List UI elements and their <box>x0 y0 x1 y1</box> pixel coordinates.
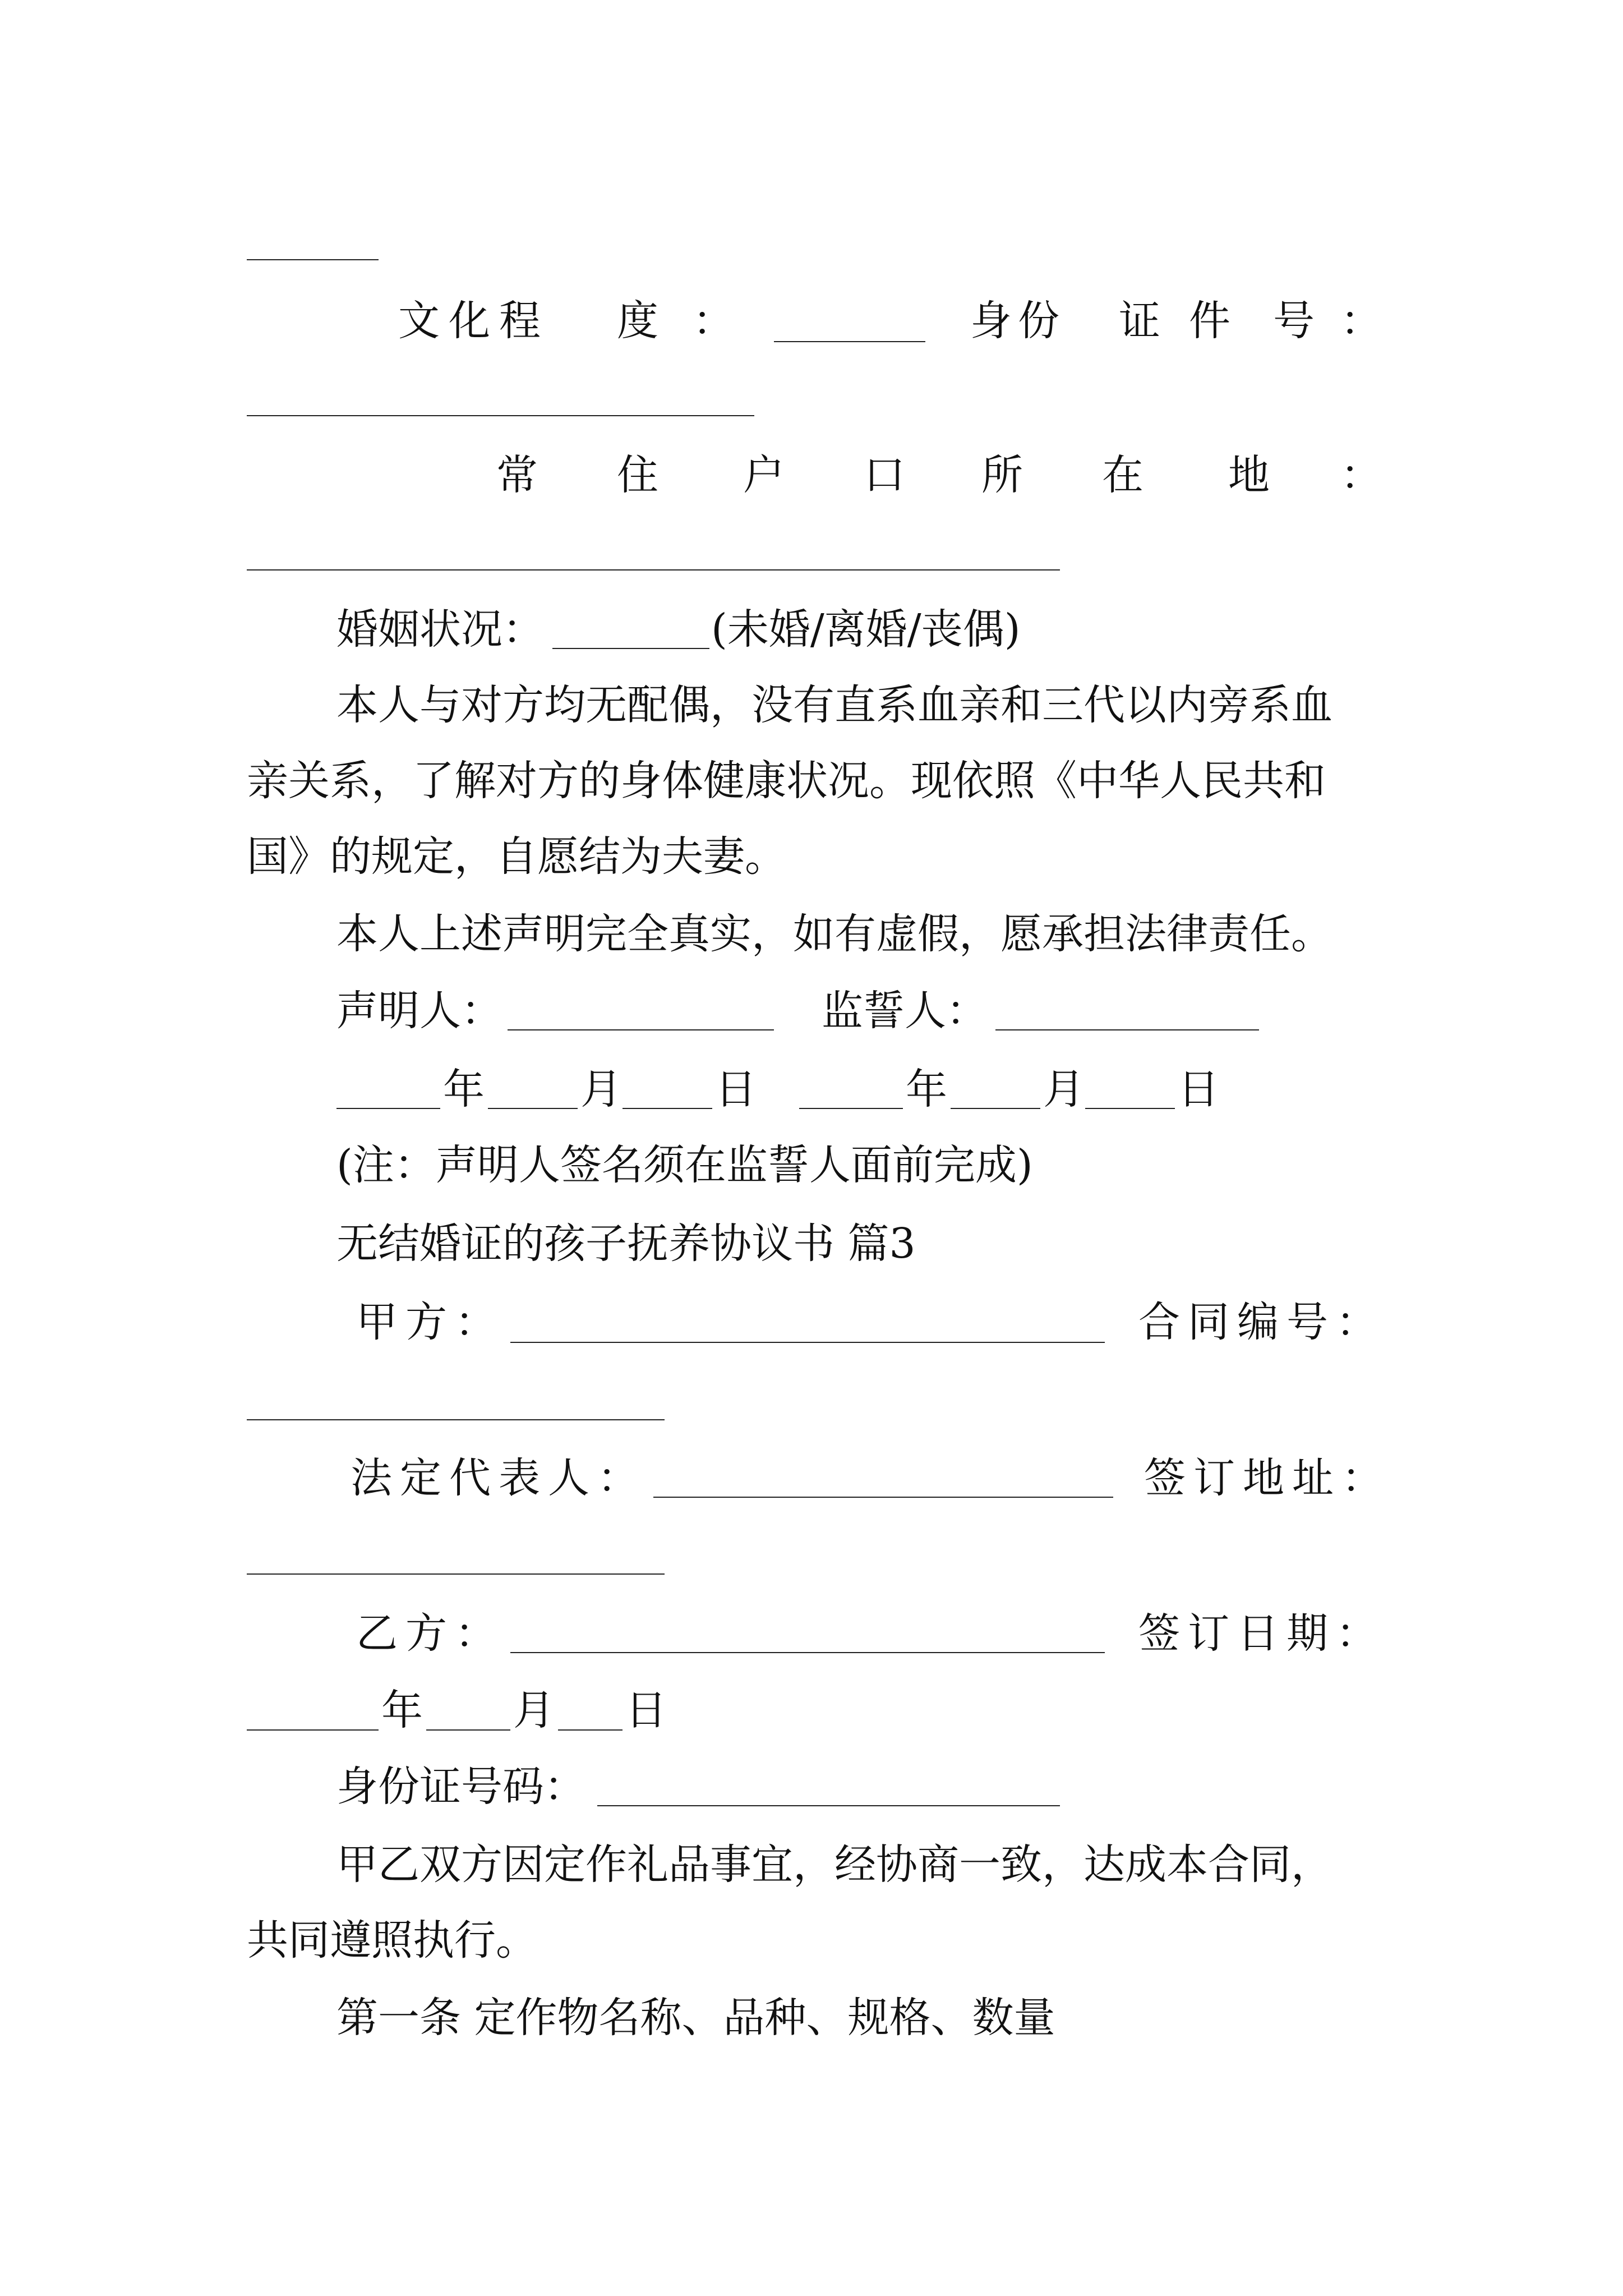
declaration-line-1: 本人与对方均无配偶，没有直系血亲和三代以内旁系血 <box>336 681 1332 729</box>
witness-date-day-label: 日 <box>1178 1065 1219 1114</box>
signing-date-label: 签订日期： <box>1138 1609 1385 1658</box>
date-year-label: 年 <box>443 1065 485 1114</box>
section-title: 无结婚证的孩子抚养协议书 篇3 <box>336 1220 916 1268</box>
legal-representative-field[interactable] <box>653 1497 1113 1498</box>
id-card-number-label: 身份证号码： <box>336 1763 585 1811</box>
date-month-field[interactable] <box>488 1108 578 1109</box>
date-day-label: 日 <box>715 1065 757 1114</box>
declarant-label: 声明人： <box>336 987 502 1035</box>
contract-number-label: 合同编号： <box>1138 1298 1385 1346</box>
signing-address-label: 签订地址： <box>1144 1454 1391 1502</box>
signing-date-day-label: 日 <box>625 1686 667 1734</box>
truth-statement: 本人上述声明完全真实，如有虚假，愿承担法律责任。 <box>336 910 1332 958</box>
marital-status-label: 婚姻状况： <box>336 605 544 654</box>
contract-number-field[interactable] <box>247 1419 665 1420</box>
contract-intro-line-1: 甲乙双方因定作礼品事宜，经协商一致，达成本合同， <box>336 1841 1332 1889</box>
party-a-label: 甲方： <box>356 1298 504 1346</box>
id-number-field[interactable] <box>247 415 754 416</box>
signing-date-month-label: 月 <box>513 1686 555 1734</box>
signing-address-field[interactable] <box>247 1573 665 1575</box>
signing-date-month-field[interactable] <box>426 1729 510 1731</box>
contract-intro-line-2: 共同遵照执行。 <box>247 1916 537 1964</box>
date-month-label: 月 <box>580 1065 622 1114</box>
education-field[interactable] <box>774 341 925 342</box>
legal-representative-label: 法定代表人： <box>351 1454 647 1502</box>
date-day-field[interactable] <box>623 1108 712 1109</box>
id-card-number-field[interactable] <box>597 1805 1060 1806</box>
signing-note: (注：声明人签名须在监誓人面前完成) <box>336 1141 1033 1189</box>
residence-field[interactable] <box>247 569 1060 570</box>
witness-date-month-field[interactable] <box>951 1108 1040 1109</box>
marital-status-field[interactable] <box>552 648 709 649</box>
signing-date-day-field[interactable] <box>558 1729 623 1731</box>
declarant-field[interactable] <box>508 1029 774 1030</box>
signing-date-year-field[interactable] <box>247 1729 379 1731</box>
signing-date-year-label: 年 <box>381 1686 423 1734</box>
witness-label: 监誓人： <box>822 987 988 1035</box>
article-1-title: 第一条 定作物名称、品种、规格、数量 <box>336 1994 1055 2042</box>
declaration-line-3: 国》的规定，自愿结为夫妻。 <box>247 832 786 881</box>
marital-status-options: (未婚/离婚/丧偶) <box>711 605 1021 654</box>
witness-date-month-label: 月 <box>1043 1065 1085 1114</box>
witness-date-year-field[interactable] <box>799 1108 903 1109</box>
date-year-field[interactable] <box>336 1108 440 1109</box>
witness-date-year-label: 年 <box>906 1065 947 1114</box>
witness-field[interactable] <box>995 1029 1259 1030</box>
party-b-label: 乙方： <box>356 1609 504 1658</box>
party-a-field[interactable] <box>510 1342 1105 1343</box>
blank-line <box>247 259 379 260</box>
witness-date-day-field[interactable] <box>1085 1108 1175 1109</box>
declaration-line-2: 亲关系，了解对方的身体健康状况。现依照《中华人民共和 <box>247 757 1326 805</box>
party-b-field[interactable] <box>510 1652 1105 1653</box>
